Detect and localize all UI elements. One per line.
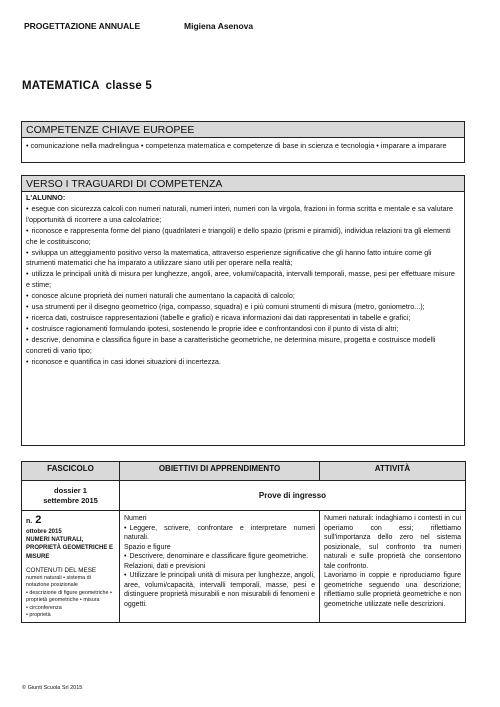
objective-item: • Leggere, scrivere, confrontare e interpretare numeri naturali. bbox=[124, 524, 315, 543]
competenze-box bbox=[21, 121, 465, 163]
traguardi-item: • riconosce e quantifica in casi idonei situazioni di incertezza. bbox=[26, 357, 460, 368]
objective-item: • Utilizzare le principali unità di misura per lunghezze, angoli, aree, volumi/capacità, intervalli temporali, masse, pesi e distinguere proprietà misurabili e non misurabili di fenomeni e oggetti. bbox=[124, 571, 315, 609]
contents-item: • proprietà bbox=[26, 612, 51, 619]
fascicolo-date: ottobre 2015 bbox=[26, 529, 62, 535]
traguardi-list bbox=[26, 204, 460, 368]
traguardi-item: • esegue con sicurezza calcoli con numeri naturali, numeri interi, numeri con la virgola, frazioni in forma scritta e mentale e sa valutare l'opportunità di ricorrere a una calcolatrice; bbox=[26, 204, 460, 226]
fascicolo-cell bbox=[22, 511, 120, 623]
activity-item: Lavoriamo in coppie e riproduciamo figure geometriche seguendo una descrizione; riflettiamo sulle proprietà geometriche e non geometriche utilizzate nelle descrizioni. bbox=[324, 572, 461, 608]
objective-section: Numeri bbox=[124, 515, 147, 522]
planning-table bbox=[21, 461, 466, 623]
traguardi-title: VERSO I TRAGUARDI DI COMPETENZA bbox=[22, 176, 464, 192]
objective-item: • Descrivere, denominare e classificare figure geometriche. bbox=[124, 552, 315, 562]
traguardi-intro: L'ALUNNO: bbox=[26, 193, 66, 202]
traguardi-item: • costruisce ragionamenti formulando ipotesi, sostenendo le proprie idee e confrontandosi con il punto di vista di altri; bbox=[26, 324, 460, 335]
col-header-fascicolo: FASCICOLO bbox=[22, 462, 120, 481]
traguardi-item: • sviluppa un atteggiamento positivo verso la matematica, attraverso esperienze significative che gli hanno fatto intuire come gli strumenti matematici che ha imparato a utilizzare siano utili per operare nella realtà; bbox=[26, 248, 460, 270]
dossier-label: dossier 1 bbox=[54, 486, 87, 495]
col-header-attivita: ATTIVITÀ bbox=[320, 462, 466, 481]
objectives-cell bbox=[120, 511, 320, 623]
fascicolo-number-value: 2 bbox=[35, 514, 42, 526]
competenze-title: COMPETENZE CHIAVE EUROPEE bbox=[22, 122, 464, 138]
subject-name: MATEMATICA bbox=[22, 80, 100, 92]
objective-section: Spazio e figure bbox=[124, 543, 171, 551]
competenze-body: • comunicazione nella madrelingua • competenza matematica e competenze di base in scienza e tecnologia • imparare a imparare bbox=[26, 141, 447, 150]
table-row bbox=[22, 511, 466, 623]
contents-item: • circonferenza bbox=[26, 604, 62, 611]
contents-title: CONTENUTI DEL MESE bbox=[26, 566, 97, 574]
dossier-date: settembre 2015 bbox=[43, 496, 98, 505]
contents-item: • descrizione di figure geometriche • proprietà geometriche • misura bbox=[26, 589, 112, 604]
header-author: Migiena Asenova bbox=[184, 21, 254, 31]
fascicolo-number-prefix: n. bbox=[26, 518, 33, 525]
prove-ingresso: Prove di ingresso bbox=[120, 481, 466, 511]
traguardi-item: • usa strumenti per il disegno geometrico (riga, compasso, squadra) e i più comuni strumenti di misura (metro, goniometro...); bbox=[26, 302, 460, 313]
traguardi-item: • utilizza le principali unità di misura per lunghezze, angoli, aree, volumi/capacità, intervalli temporali, masse, pesi per effettuare misure e stime; bbox=[26, 269, 460, 291]
activity-item: Numeri naturali: indaghiamo i contesti in cui operiamo con essi; riflettiamo sull'importanza dello zero nel sistema posizionale, sul confronto tra numeri naturali e sulle proprietà che consentono tale confronto. bbox=[324, 515, 461, 570]
traguardi-item: • riconosce e rappresenta forme del piano (quadrilateri e triangoli) e dello spazio (prismi e piramidi), individua relazioni tra gli elementi che le costituiscono; bbox=[26, 226, 460, 248]
traguardi-item: • descrive, denomina e classifica figure in base a caratteristiche geometriche, ne determina misure, progetta e costruisce modelli concreti di vario tipo; bbox=[26, 335, 460, 357]
copyright-footer: © Giunti Scuola Srl 2015 bbox=[22, 685, 83, 691]
objective-section: Relazioni, dati e previsioni bbox=[124, 562, 206, 570]
traguardi-item: • ricerca dati, costruisce rappresentazioni (tabelle e grafici) e ricava informazioni dai dati rappresentati in tabelle e grafici; bbox=[26, 313, 460, 324]
col-header-obiettivi: OBIETTIVI DI APPRENDIMENTO bbox=[120, 462, 320, 481]
contents-item: numeri naturali • sistema di notazione posizionale bbox=[26, 575, 91, 589]
subject-class: classe 5 bbox=[105, 80, 152, 92]
activities-cell bbox=[320, 511, 466, 623]
fascicolo-title: NUMERI NATURALI, PROPRIETÀ GEOMETRICHE E MISURE bbox=[26, 537, 114, 560]
header-title: PROGETTAZIONE ANNUALE bbox=[24, 21, 141, 31]
fascicolo-number bbox=[26, 514, 115, 528]
traguardi-body bbox=[22, 192, 464, 369]
traguardi-box bbox=[21, 175, 465, 446]
traguardi-item: • conosce alcune proprietà dei numeri naturali che aumentano la capacità di calcolo; bbox=[26, 291, 460, 302]
subject-heading bbox=[22, 80, 152, 92]
dossier-cell bbox=[22, 481, 120, 511]
dossier-row bbox=[22, 481, 466, 511]
table-header-row bbox=[22, 462, 466, 481]
